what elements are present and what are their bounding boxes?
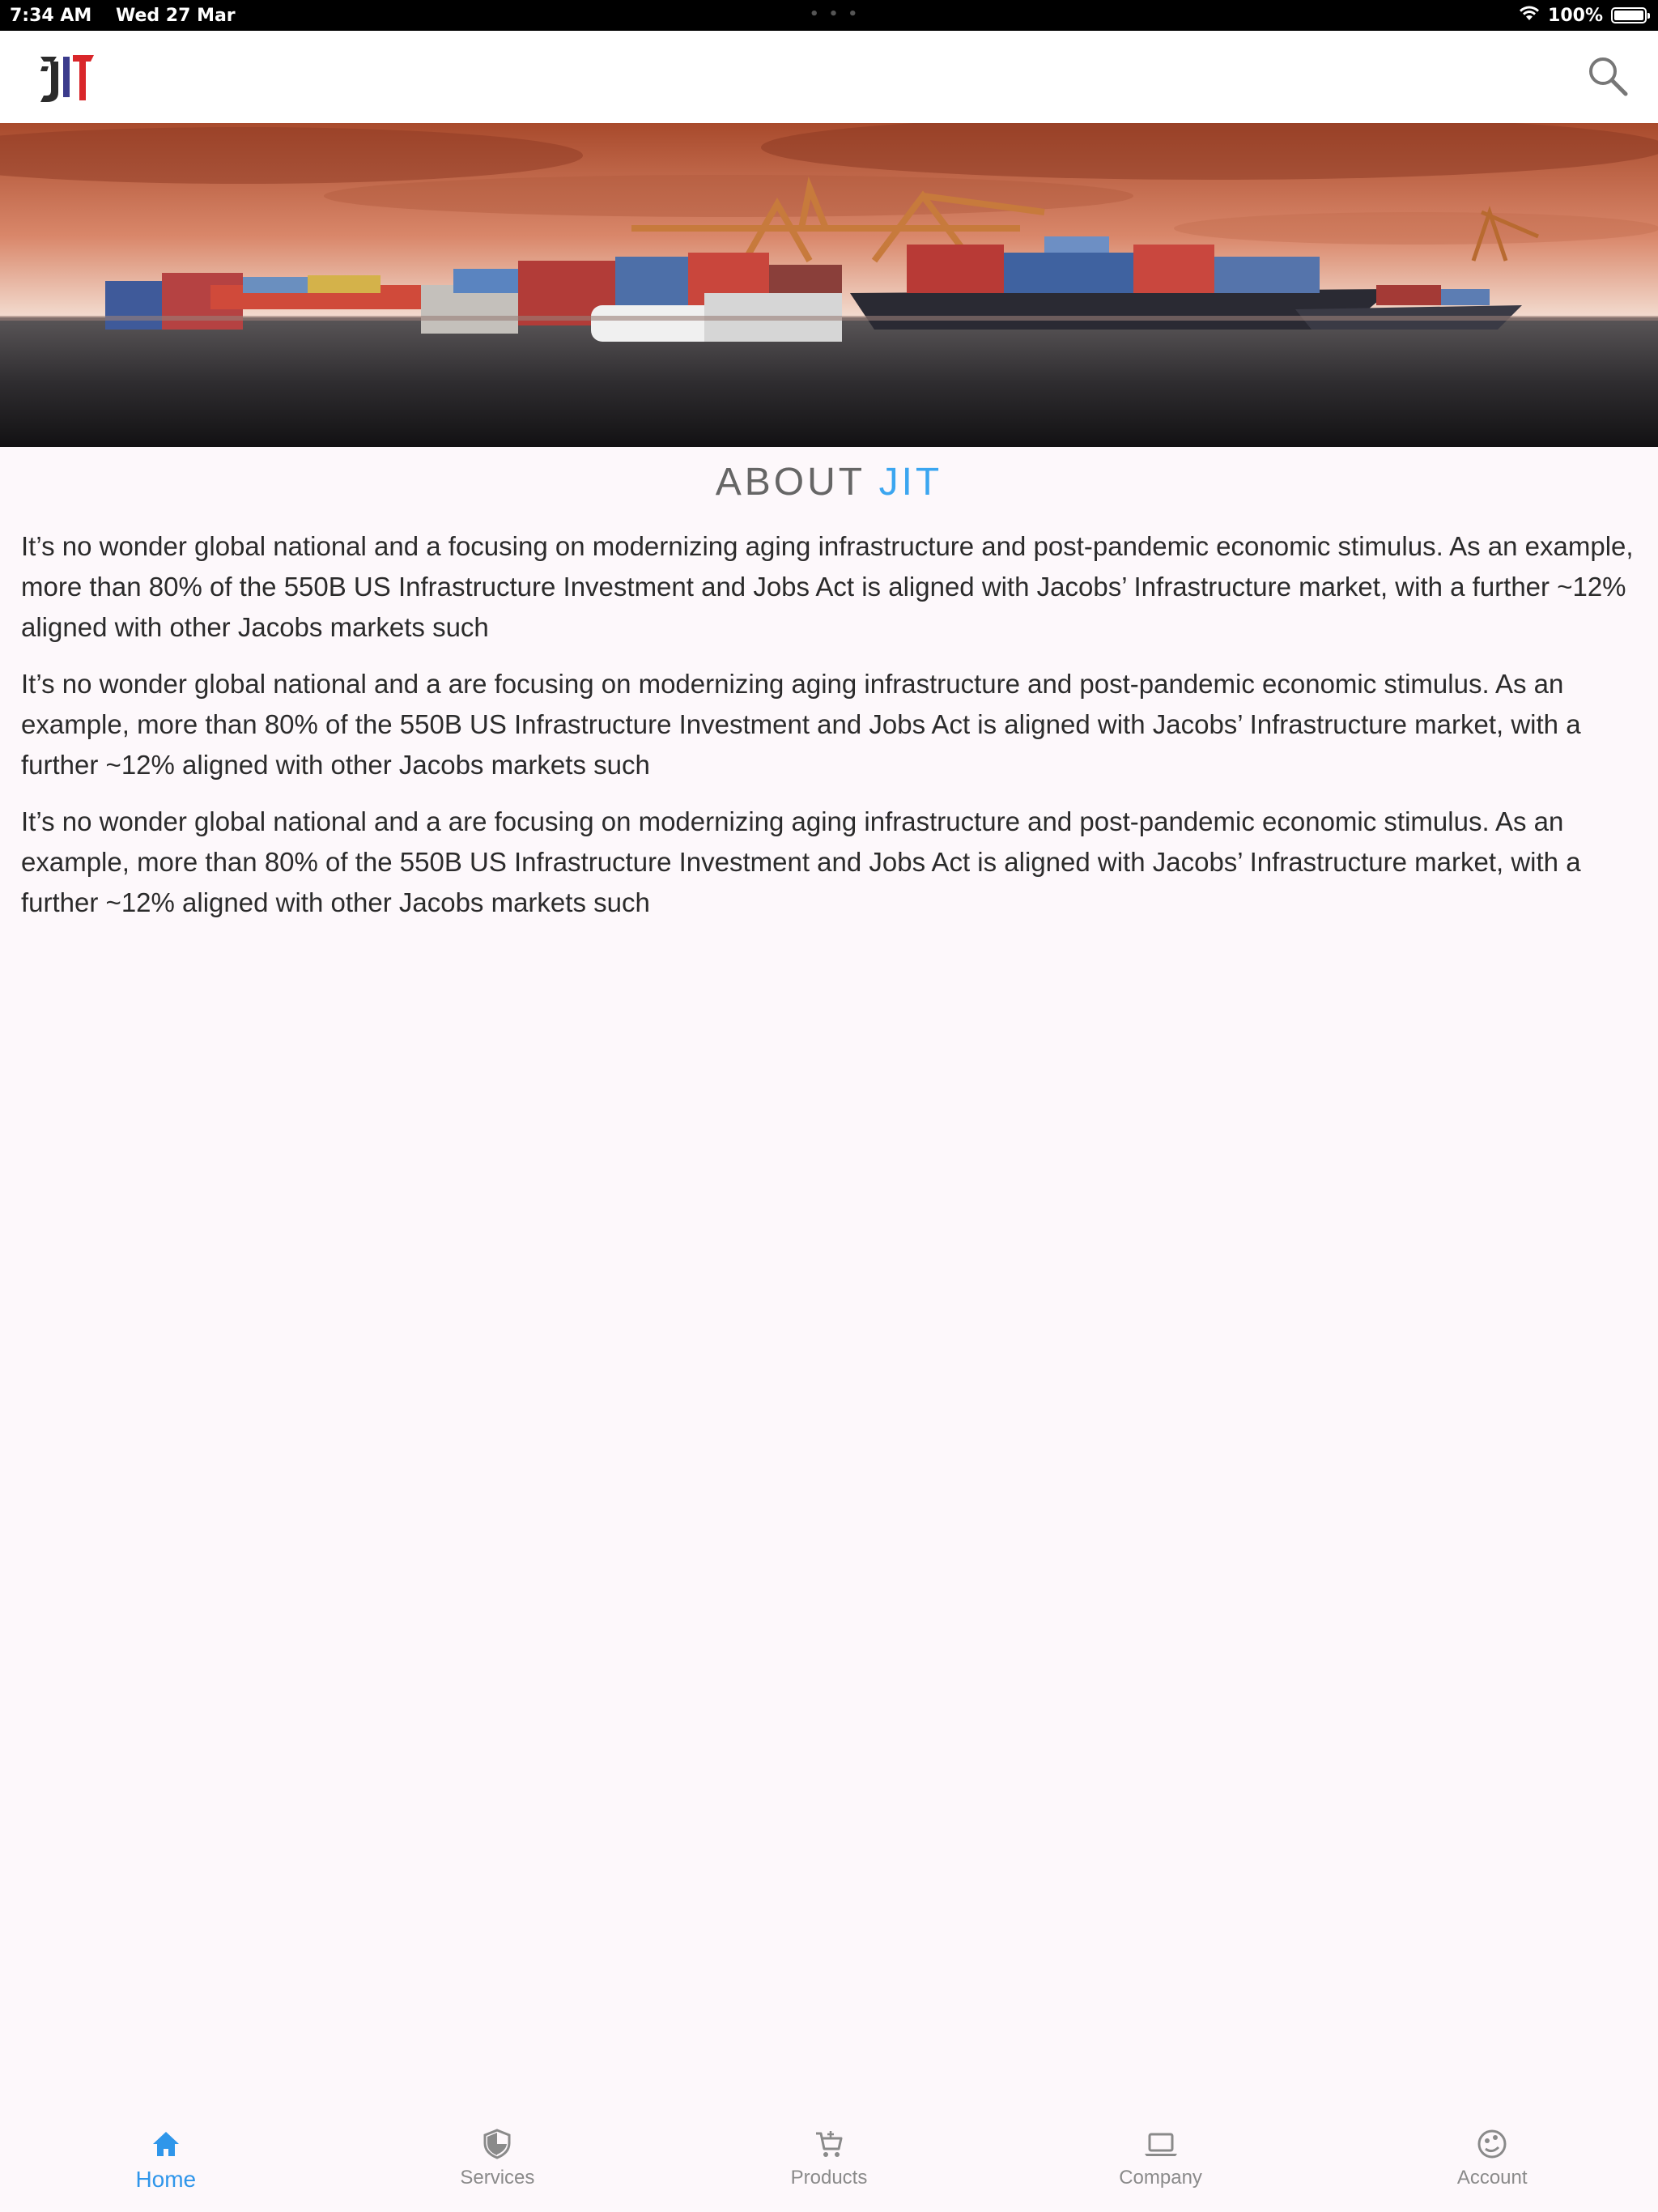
tab-services[interactable] bbox=[332, 2105, 664, 2212]
battery-icon bbox=[1611, 7, 1647, 23]
account-icon bbox=[1474, 2126, 1510, 2162]
status-right bbox=[1519, 4, 1647, 27]
about-title-prefix: ABOUT bbox=[715, 461, 879, 504]
tab-label-services: Services bbox=[460, 2167, 535, 2189]
laptop-icon bbox=[1143, 2126, 1179, 2162]
tab-label-products: Products bbox=[790, 2167, 868, 2189]
tab-home[interactable] bbox=[0, 2105, 332, 2212]
status-date: Wed 27 Mar bbox=[115, 6, 236, 26]
status-bar bbox=[0, 0, 1658, 31]
home-icon bbox=[148, 2126, 184, 2162]
about-title bbox=[0, 460, 1658, 504]
tab-label-home: Home bbox=[135, 2167, 197, 2192]
search-button[interactable] bbox=[1582, 52, 1634, 104]
battery-percent: 100% bbox=[1548, 5, 1603, 26]
jit-logo-icon[interactable] bbox=[36, 50, 96, 107]
wifi-icon bbox=[1519, 4, 1540, 27]
tab-company[interactable] bbox=[995, 2105, 1327, 2212]
battery-level bbox=[1614, 11, 1643, 20]
bottom-tab-bar bbox=[0, 2105, 1658, 2212]
about-body bbox=[21, 526, 1637, 939]
cart-icon bbox=[811, 2126, 847, 2162]
tab-label-company: Company bbox=[1119, 2167, 1202, 2189]
status-time: 7:34 AM bbox=[10, 6, 92, 26]
multitasking-dots[interactable]: • • • bbox=[810, 6, 861, 23]
status-left bbox=[10, 6, 236, 26]
about-paragraph: It’s no wonder global national and a are focusing on modernizing aging infrastructure and post-pandemic economic stimulus. As an example, more than 80% of the 550B US Infrastructure Investment and Jobs Act is aligned with Jacobs’ Infrastructure market, with a further ~12% aligned with other Jacobs markets such bbox=[21, 669, 1581, 780]
tab-products[interactable] bbox=[663, 2105, 995, 2212]
about-paragraph: It’s no wonder global national and a focusing on modernizing aging infrastructure and post-pandemic economic stimulus. As an example, more than 80% of the 550B US Infrastructure Investment and Jobs Act is aligned with Jacobs’ Infrastructure market, with a further ~12% aligned with other Jacobs markets such bbox=[21, 531, 1634, 642]
about-paragraph: It’s no wonder global national and a are focusing on modernizing aging infrastructure and post-pandemic economic stimulus. As an example, more than 80% of the 550B US Infrastructure Investment and Jobs Act is aligned with Jacobs’ Infrastructure market, with a further ~12% aligned with other Jacobs markets such bbox=[21, 806, 1581, 917]
tab-label-account: Account bbox=[1456, 2167, 1528, 2189]
tab-account[interactable] bbox=[1326, 2105, 1658, 2212]
search-icon bbox=[1585, 53, 1630, 103]
hero-banner-image bbox=[0, 123, 1658, 447]
about-title-accent: JIT bbox=[878, 461, 943, 504]
app-header bbox=[0, 31, 1658, 123]
shield-icon bbox=[479, 2126, 515, 2162]
